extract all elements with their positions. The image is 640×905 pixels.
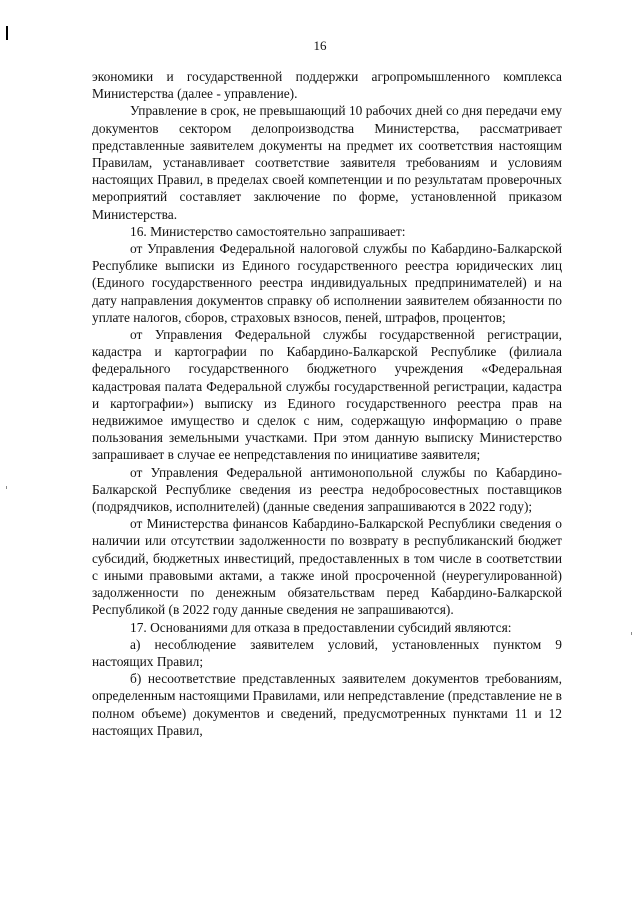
paragraph-clause-17: 17. Основаниями для отказа в предоставлении субсидий являются:	[130, 619, 512, 635]
paragraph-clause-16: 16. Министерство самостоятельно запрашивает:	[130, 223, 406, 239]
scan-speck	[631, 632, 632, 635]
scan-speck	[6, 486, 7, 489]
paragraph-finance-ministry: от Министерства финансов Кабардино-Балкарской Республики сведения о наличии или отсутствии задолженности по возврату в республиканский бюджет субсидий, бюджетных инвестиций, предоставленных в том числе в соответствии с иными правовыми актами, а также иной просроченной (неурегулированной) задолженности по денежным обязательствам перед Кабардино-Балкарской Республикой (в 2022 году данные сведения не запрашиваются).	[92, 516, 562, 618]
page-number: 16	[313, 38, 327, 53]
paragraph-tax-service: от Управления Федеральной налоговой службы по Кабардино-Балкарской Республике выписки из Единого государственного реестра юридических лиц (Единого государственного реестра индивидуальных предпринимателей) и на дату направления документов справку об исполнении заявителем обязанности по уплате налогов, сборов, страховых взносов, пеней, штрафов, процентов;	[92, 241, 562, 325]
document-body	[92, 68, 562, 739]
paragraph-review-procedure: Управление в срок, не превышающий 10 рабочих дней со дня передачи ему документов сектором делопроизводства Министерства, рассматривает представленные заявителем документы на предмет их соответствия настоящим Правилам, устанавливает соответствие заявителя требованиям и условиям настоящих Правил, в пределах своей компетенции и по результатам проверочных мероприятий составляет заключение по форме, установленной приказом Министерства.	[92, 103, 562, 222]
paragraph-antimonopoly-service: от Управления Федеральной антимонопольной службы по Кабардино-Балкарской Республике сведения из реестра недобросовестных поставщиков (подрядчиков, исполнителей) (данные сведения запрашиваются в 2022 году);	[92, 464, 562, 515]
paragraph-continuation: экономики и государственной поддержки агропромышленного комплекса Министерства (далее - управление).	[92, 69, 562, 102]
paragraph-item-b: б) несоответствие представленных заявителем документов требованиям, определенным настоящими Правилами, или непредставление (представление не в полном объеме) документов и сведений, предусмотренных пунктами 11 и 12 настоящих Правил,	[92, 671, 562, 738]
paragraph-registry-service: от Управления Федеральной службы государственной регистрации, кадастра и картографии по Кабардино-Балкарской Республике (филиала федерального государственного бюджетного учреждения «Федеральная кадастровая палата Федеральной службы государственной регистрации, кадастра и картографии») выписку из Единого государственного реестра прав на недвижимое имущество и сделок с ним, содержащую информацию о праве пользования земельными участками. При этом данную выписку Министерство запрашивает в случае ее непредставления по инициативе заявителя;	[92, 327, 562, 463]
paragraph-item-a: а) несоблюдение заявителем условий, установленных пунктом 9 настоящих Правил;	[92, 636, 562, 669]
